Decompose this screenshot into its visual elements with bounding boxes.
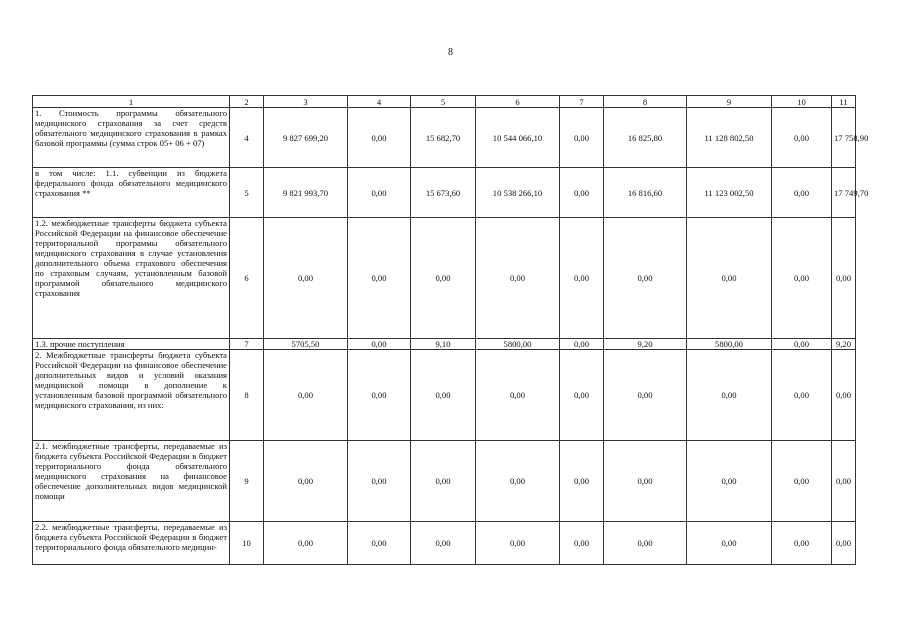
row-label: 1. Стоимость программы обязательного медицинского страхования за счет средств обязательного медицинского страхования в рамках базовой программы (сумма строк 05+ 06 + 07): [33, 108, 230, 168]
page-number: 8: [448, 47, 453, 58]
header-cell: 3: [264, 96, 348, 108]
row-label: 2.1. межбюджетные трансферты, передаваемые из бюджета субъекта Российской Федерации в бюджет территориального фонда обязательного медицинского страхования на финансовое обеспечение дополнительных видов медицинской помощи: [33, 441, 230, 522]
row-code: 6: [230, 218, 264, 339]
value-cell: 11 123 002,50: [687, 168, 772, 218]
value-cell: 0,00: [560, 108, 604, 168]
value-cell: 0,00: [348, 218, 411, 339]
budget-table: [32, 95, 869, 565]
value-cell: 0,00: [411, 441, 476, 522]
value-cell: 0,00: [476, 522, 560, 565]
header-cell: 11: [832, 96, 856, 108]
value-cell: 0,00: [687, 218, 772, 339]
value-cell: 0,00: [264, 441, 348, 522]
header-cell: 7: [560, 96, 604, 108]
value-cell: 9,20: [604, 339, 687, 350]
row-code: 10: [230, 522, 264, 565]
value-cell: 16 825,80: [604, 108, 687, 168]
table-row: [33, 168, 856, 218]
value-cell: 0,00: [832, 218, 856, 339]
value-cell: 9,10: [411, 339, 476, 350]
table-row: [33, 522, 856, 565]
value-cell: 0,00: [560, 441, 604, 522]
value-cell: 0,00: [560, 218, 604, 339]
value-cell: 0,00: [264, 218, 348, 339]
value-cell: 5705,50: [264, 339, 348, 350]
value-cell: 0,00: [476, 218, 560, 339]
value-cell: 0,00: [604, 522, 687, 565]
value-cell: 0,00: [476, 441, 560, 522]
header-cell: 5: [411, 96, 476, 108]
value-cell: 0,00: [772, 350, 832, 441]
value-cell: 0,00: [411, 522, 476, 565]
row-label: 1.2. межбюджетные трансферты бюджета субъекта Российской Федерации на финансовое обеспечение территориальной программы обязательного медицинского страхования в случае установления дополнительного объема страхового обеспечения по страховым случаям, установленным базовой программой обязательного медицинского страхования: [33, 218, 230, 339]
value-cell: 0,00: [411, 218, 476, 339]
value-cell: 0,00: [348, 441, 411, 522]
row-code: 9: [230, 441, 264, 522]
table-row: [33, 108, 856, 168]
value-cell: 0,00: [604, 441, 687, 522]
value-cell: 10 538 266,10: [476, 168, 560, 218]
value-cell: 0,00: [772, 441, 832, 522]
row-label: в том числе: 1.1. субвенции из бюджета федерального фонда обязательного медицинского страхования **: [33, 168, 230, 218]
value-cell: 5800,00: [687, 339, 772, 350]
value-cell: 0,00: [772, 168, 832, 218]
value-cell: 0,00: [348, 350, 411, 441]
value-cell: 9 821 993,70: [264, 168, 348, 218]
value-cell: 0,00: [687, 441, 772, 522]
value-cell: 0,00: [348, 522, 411, 565]
row-label: 2.2. межбюджетные трансферты, передаваемые из бюджета субъекта Российской Федерации в бюджет территориального фонда обязательного медицин-: [33, 522, 230, 565]
value-cell: 0,00: [560, 168, 604, 218]
value-cell: 0,00: [772, 108, 832, 168]
table-row: [33, 441, 856, 522]
row-code: 8: [230, 350, 264, 441]
header-cell: 2: [230, 96, 264, 108]
header-cell: 9: [687, 96, 772, 108]
value-cell: 0,00: [772, 522, 832, 565]
value-cell: 0,00: [411, 350, 476, 441]
table-header-row: [33, 96, 856, 108]
value-cell: 9,20: [832, 339, 856, 350]
header-cell: 4: [348, 96, 411, 108]
row-label: 1.3. прочие поступления: [33, 339, 230, 350]
header-cell: 10: [772, 96, 832, 108]
value-cell: 9 827 699,20: [264, 108, 348, 168]
value-cell: 17 758,90: [832, 108, 856, 168]
row-code: 5: [230, 168, 264, 218]
value-cell: 0,00: [560, 339, 604, 350]
value-cell: 0,00: [264, 350, 348, 441]
value-cell: 0,00: [832, 522, 856, 565]
value-cell: 15 682,70: [411, 108, 476, 168]
value-cell: 5800,00: [476, 339, 560, 350]
table-row: [33, 218, 856, 339]
value-cell: 16 816,60: [604, 168, 687, 218]
value-cell: 0,00: [687, 522, 772, 565]
row-code: 7: [230, 339, 264, 350]
table-row: [33, 350, 856, 441]
value-cell: 0,00: [772, 339, 832, 350]
row-code: 4: [230, 108, 264, 168]
value-cell: 0,00: [348, 339, 411, 350]
value-cell: 0,00: [604, 350, 687, 441]
value-cell: 0,00: [772, 218, 832, 339]
header-cell: 8: [604, 96, 687, 108]
value-cell: 0,00: [560, 350, 604, 441]
value-cell: 0,00: [832, 441, 856, 522]
value-cell: 0,00: [560, 522, 604, 565]
value-cell: 10 544 066,10: [476, 108, 560, 168]
value-cell: 17 749,70: [832, 168, 856, 218]
value-cell: 0,00: [476, 350, 560, 441]
header-cell: 1: [33, 96, 230, 108]
value-cell: 15 673,60: [411, 168, 476, 218]
value-cell: 0,00: [348, 108, 411, 168]
value-cell: 0,00: [604, 218, 687, 339]
header-cell: 6: [476, 96, 560, 108]
value-cell: 11 128 802,50: [687, 108, 772, 168]
value-cell: 0,00: [832, 350, 856, 441]
value-cell: 0,00: [687, 350, 772, 441]
table-row: [33, 339, 856, 350]
value-cell: 0,00: [348, 168, 411, 218]
value-cell: 0,00: [264, 522, 348, 565]
row-label: 2. Межбюджетные трансферты бюджета субъекта Российской Федерации на финансовое обеспечение дополнительных видов и условий оказания медицинской помощи в дополнение к установленным базовой программой обязательного медицинского страхования, из них:: [33, 350, 230, 441]
